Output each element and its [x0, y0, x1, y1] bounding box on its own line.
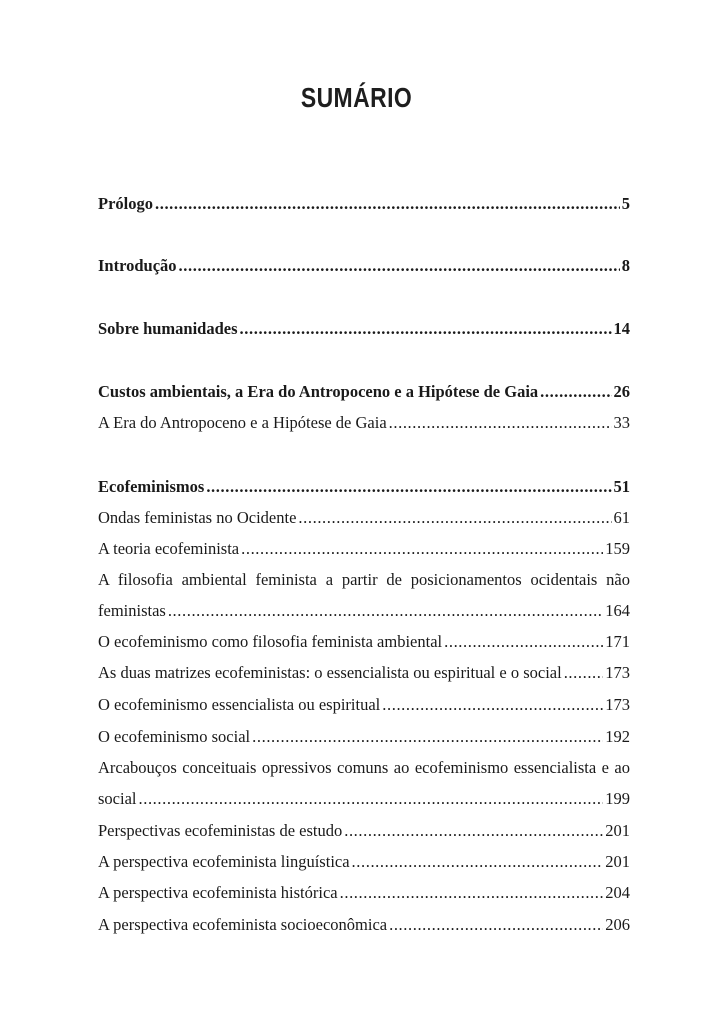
toc-entry-text: social	[98, 789, 137, 808]
toc-entry-era-antropoceno	[98, 412, 630, 434]
toc-entry-page: 164	[605, 601, 630, 620]
toc-entry-page: 51	[613, 477, 630, 496]
toc-entry-page: 199	[605, 789, 630, 808]
toc-entry-page: 173	[605, 663, 630, 682]
toc-entry-page: 8	[621, 256, 630, 275]
dot-leader	[139, 788, 604, 810]
toc-entry-page: 201	[605, 821, 630, 840]
page-title: SUMÁRIO	[300, 82, 413, 113]
toc-entry-text: feministas	[98, 601, 166, 620]
toc-entry-page: 204	[605, 883, 630, 902]
toc-entry-sobre-humanidades	[98, 318, 630, 340]
toc-entry-page: 14	[613, 319, 630, 338]
toc-entry-duas-matrizes	[98, 662, 630, 684]
toc-entry-page: 61	[613, 508, 630, 527]
toc-entry-text: Introdução	[98, 256, 177, 275]
toc-entry-text: O ecofeminismo como filosofia feminista ambiental	[98, 632, 443, 651]
toc-entry-essencialista	[98, 694, 630, 716]
toc-entry-filosofia-ambiental-line1: A filosofia ambiental feminista a partir de posicionamentos ocidentais não	[98, 570, 630, 589]
dot-leader	[382, 694, 603, 716]
dot-leader	[344, 820, 603, 842]
toc-entry-custos-ambientais	[98, 381, 630, 403]
toc-entry-introducao	[98, 255, 630, 277]
dot-leader	[444, 631, 603, 653]
toc-entry-teoria-ecofeminista	[98, 538, 630, 560]
toc-entry-prologo	[98, 193, 630, 215]
dot-leader	[206, 476, 611, 498]
toc-entry-page: 33	[613, 413, 630, 432]
toc-entry-page: 26	[613, 382, 630, 401]
dot-leader	[179, 255, 620, 277]
toc-entry-arcaboucos-line1: Arcabouços conceituais opressivos comuns ao ecofeminismo essencialista e ao	[98, 758, 630, 777]
toc-entry-text: A perspectiva ecofeminista histórica	[98, 883, 338, 902]
toc-entry-page: 206	[605, 915, 630, 934]
toc-entry-page: 192	[605, 727, 630, 746]
toc-entry-linguistica	[98, 851, 630, 873]
toc-entry-social	[98, 726, 630, 748]
toc-entry-text: Perspectivas ecofeministas de estudo	[98, 821, 343, 840]
dot-leader	[389, 412, 612, 434]
toc-entry-page: 159	[605, 539, 630, 558]
dot-leader	[240, 318, 612, 340]
dot-leader	[252, 726, 603, 748]
toc-entry-text: O ecofeminismo essencialista ou espiritual	[98, 695, 381, 714]
toc-entry-page: 5	[621, 194, 630, 213]
toc-entry-text: Ecofeminismos	[98, 477, 205, 496]
dot-leader	[540, 381, 611, 403]
dot-leader	[352, 851, 604, 873]
dot-leader	[298, 507, 611, 529]
dot-leader	[340, 882, 604, 904]
toc-entry-text: A teoria ecofeminista	[98, 539, 240, 558]
toc-entry-ecofeminismo-filosofia	[98, 631, 630, 653]
dot-leader	[564, 662, 604, 684]
toc-entry-socioeconomica	[98, 914, 630, 936]
toc-entry-ondas-feministas	[98, 507, 630, 529]
dot-leader	[389, 914, 603, 936]
toc-entry-ecofeminismos	[98, 476, 630, 498]
toc-entry-text: Custos ambientais, a Era do Antropoceno e a Hipótese de Gaia	[98, 382, 539, 401]
dot-leader	[155, 193, 620, 215]
toc-entry-perspectivas	[98, 820, 630, 842]
toc-entry-text: Prólogo	[98, 194, 153, 213]
dot-leader	[241, 538, 603, 560]
toc-entry-page: 173	[605, 695, 630, 714]
toc-entry-text: A Era do Antropoceno e a Hipótese de Gaia	[98, 413, 387, 432]
toc-entry-text: As duas matrizes ecofeministas: o essencialista ou espiritual e o social	[98, 663, 562, 682]
toc-entry-text: A perspectiva ecofeminista linguística	[98, 852, 350, 871]
toc-entry-historica	[98, 882, 630, 904]
toc-entry-filosofia-ambiental	[98, 600, 630, 622]
dot-leader	[168, 600, 603, 622]
toc-entry-text: Ondas feministas no Ocidente	[98, 508, 297, 527]
toc-entry-arcaboucos	[98, 788, 630, 810]
toc-entry-text: O ecofeminismo social	[98, 727, 251, 746]
toc-entry-page: 201	[605, 852, 630, 871]
toc-entry-text: A perspectiva ecofeminista socioeconômica	[98, 915, 388, 934]
toc-entry-text: Sobre humanidades	[98, 319, 238, 338]
toc-entry-page: 171	[605, 632, 630, 651]
